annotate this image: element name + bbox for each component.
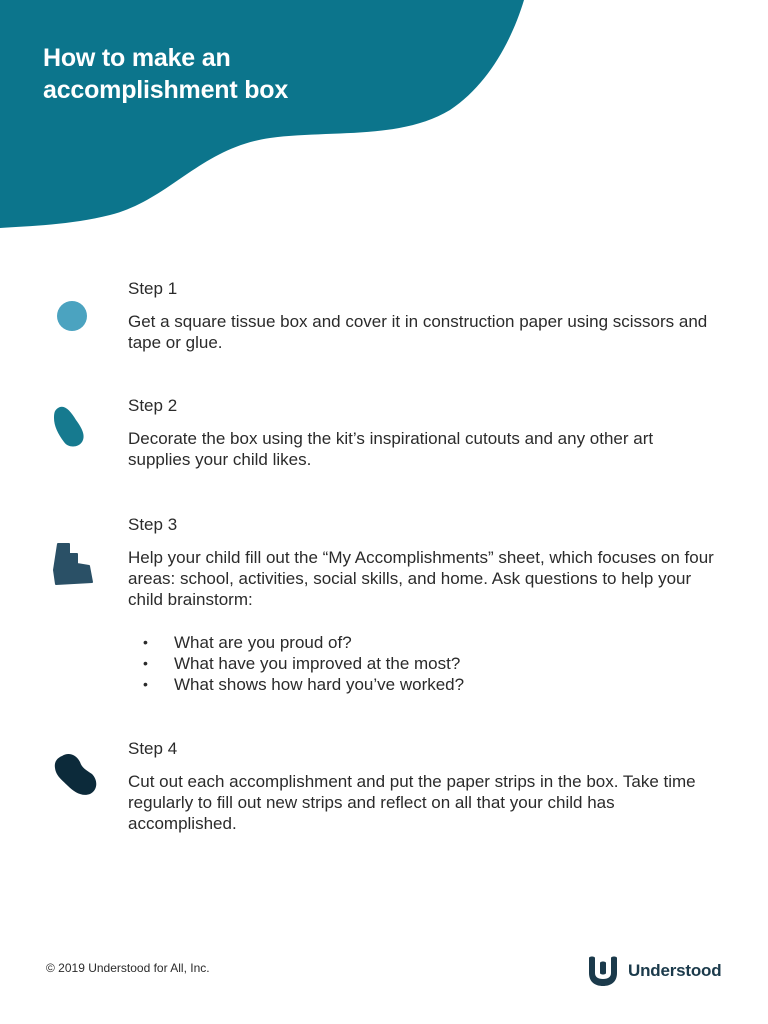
list-item-text: What shows how hard you’ve worked? — [174, 675, 465, 694]
list-item — [128, 674, 718, 695]
bullet-icon: • — [143, 655, 148, 671]
step-4 — [128, 738, 718, 834]
step-4-text: Cut out each accomplishment and put the paper strips in the box. Take time regularly to fill out new strips and reflect on all that your child has accomplished. — [128, 772, 696, 833]
step-2 — [128, 395, 718, 470]
list-item-text: What are you proud of? — [174, 633, 352, 652]
copyright-notice: © 2019 Understood for All, Inc. — [46, 961, 210, 975]
bean-shape-icon — [52, 752, 100, 796]
boot-shape-icon — [52, 540, 94, 586]
step-2-text: Decorate the box using the kit’s inspirational cutouts and any other art supplies your child likes. — [128, 429, 654, 469]
header-background-shape — [0, 0, 768, 240]
step-3-label: Step 3 — [128, 515, 178, 534]
step-1 — [128, 278, 718, 353]
bullet-icon: • — [143, 676, 148, 692]
step-1-text: Get a square tissue box and cover it in construction paper using scissors and tape or glue. — [128, 312, 708, 352]
list-item-text: What have you improved at the most? — [174, 654, 461, 673]
step-1-label: Step 1 — [128, 279, 178, 298]
step-2-label: Step 2 — [128, 396, 178, 415]
step-3-text: Help your child fill out the “My Accomplishments” sheet, which focuses on four areas: school, activities, social skills, and home. Ask questions to help your child brainstorm: — [128, 548, 714, 609]
brainstorm-question-list — [128, 632, 718, 695]
step-4-label: Step 4 — [128, 739, 178, 758]
circle-shape-icon — [56, 300, 88, 332]
brand-name: Understood — [628, 961, 722, 980]
understood-logo-icon — [586, 955, 620, 987]
list-item — [128, 653, 718, 674]
step-3 — [128, 514, 718, 695]
brand-logo — [586, 955, 721, 987]
bullet-icon: • — [143, 634, 148, 650]
list-item — [128, 632, 718, 653]
page-title: How to make an accomplishment box — [43, 44, 289, 104]
teardrop-shape-icon — [52, 404, 88, 448]
